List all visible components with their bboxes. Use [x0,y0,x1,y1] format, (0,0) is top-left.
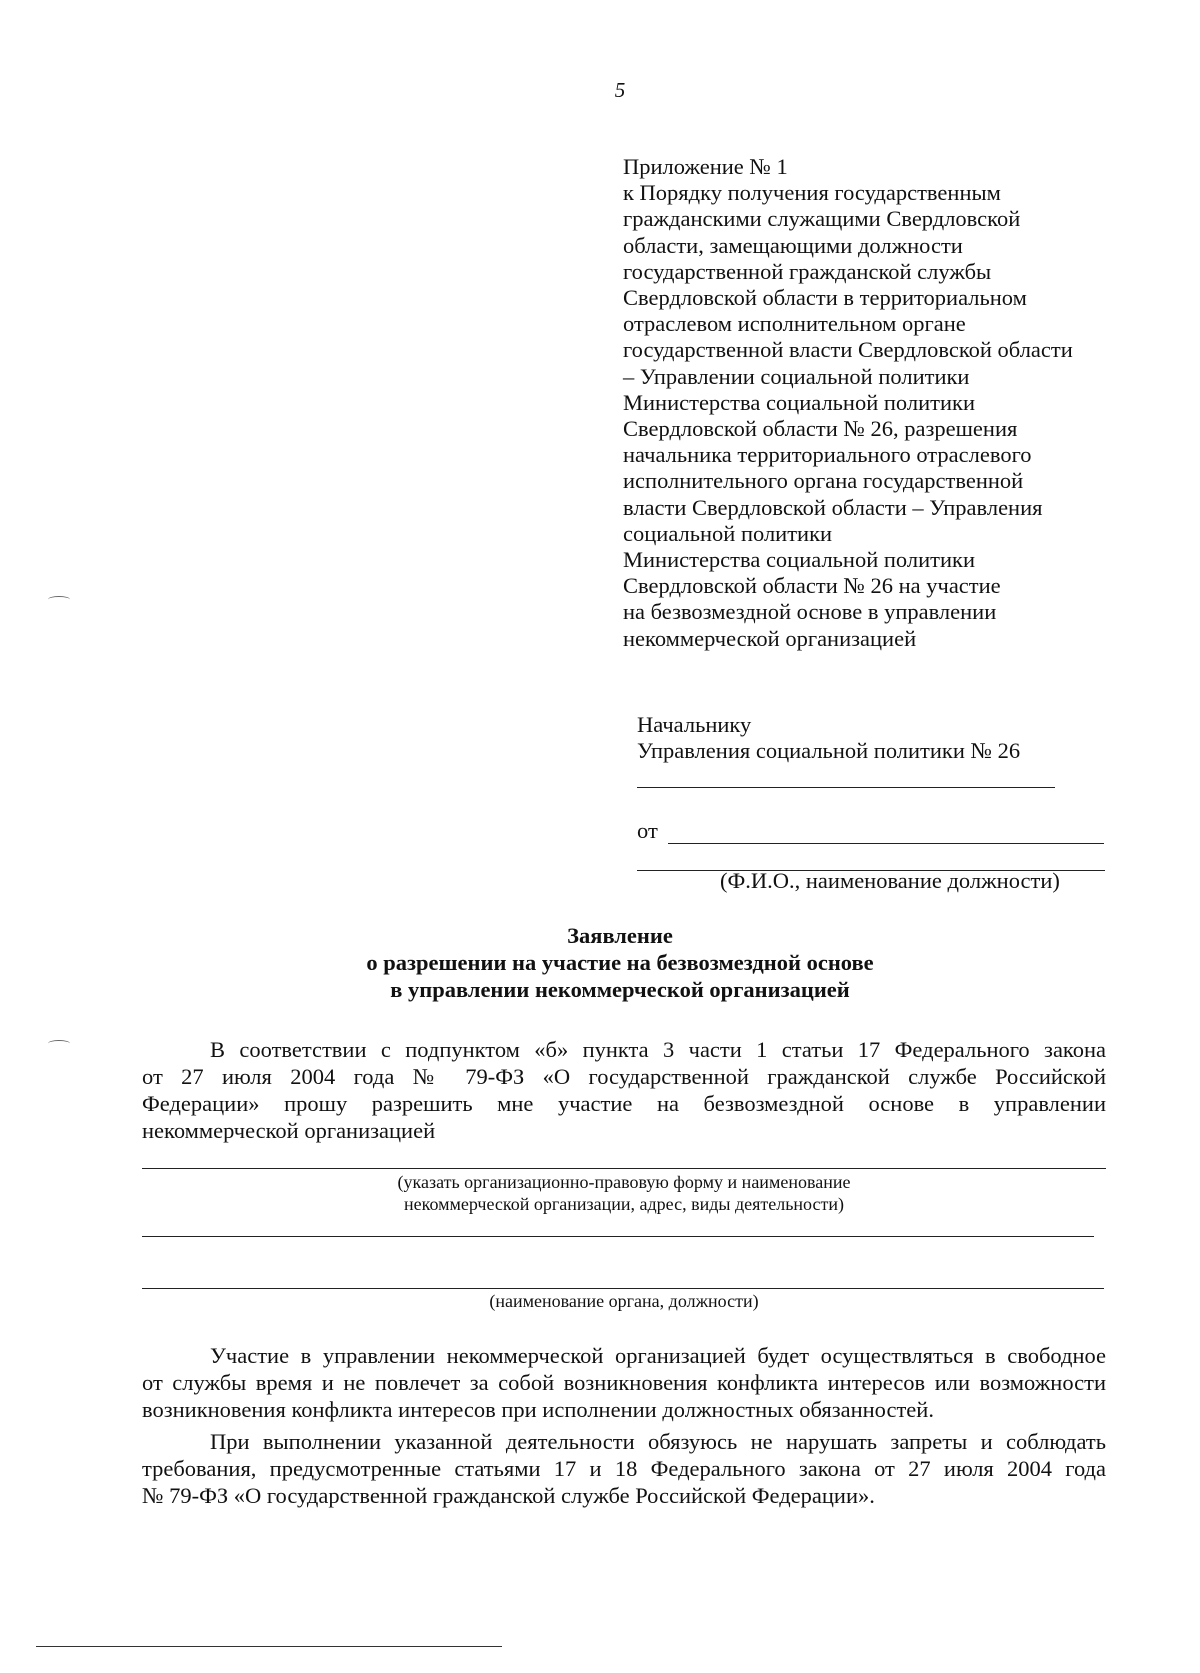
caption-line: (указать организационно-правовую форму и наименование [397,1172,851,1192]
appendix-line: к Порядку получения государственным [623,180,1001,206]
appendix-line: власти Свердловской области – Управления [623,494,1043,520]
appendix-line: Министерства социальной политики [623,389,976,415]
footnote-separator [36,1646,502,1647]
appendix-line: некоммерческой организацией [623,625,917,651]
title-line: в управлении некоммерческой организацией [390,977,850,1002]
organ-position-blank-line[interactable] [142,1288,1104,1289]
paragraph-line: № 79-ФЗ «О государственной гражданской службе Российской Федерации». [142,1483,875,1508]
appendix-line: области, замещающими должности [623,232,963,258]
appendix-line: государственной гражданской службы [623,258,992,284]
organ-caption: (наименование органа, должности) [489,1291,759,1311]
body-paragraph-obligation [142,1428,1106,1509]
appendix-line: Министерства социальной политики [623,547,976,573]
paragraph-line: некоммерческой организацией [142,1118,436,1143]
applicant-name-blank-line[interactable] [668,843,1104,844]
body-paragraph-request [142,1036,1106,1144]
paragraph-line: В соответствии с подпунктом «б» пункта 3 части 1 статьи 17 Федерального закона [210,1037,1106,1062]
appendix-header-block [623,154,1143,652]
paragraph-line: возникновения конфликта интересов при исполнении должностных обязанностей. [142,1397,934,1422]
page-number: 5 [614,78,626,102]
organization-caption [142,1171,1106,1215]
addressee-department: Управления социальной политики № 26 [637,738,1021,763]
title-line: о разрешении на участие на безвозмездной основе [366,950,874,975]
appendix-line: Свердловской области № 26, разрешения [623,416,1018,442]
paragraph-line: Участие в управлении некоммерческой организацией будет осуществляться в свободное [210,1343,1106,1368]
appendix-line: государственной власти Свердловской области [623,337,1073,363]
appendix-line: гражданскими служащими Свердловской [623,206,1021,232]
scan-artifact-mark [48,1040,70,1047]
paragraph-line: от 27 июля 2004 года № 79-ФЗ «О государственной гражданской службе Российской [142,1064,1106,1089]
paragraph-line: от службы время и не повлечет за собой возникновения конфликта интересов или возможности [142,1370,1106,1395]
appendix-line: начальника территориального отраслевого [623,442,1032,468]
appendix-line: Приложение № 1 [623,154,788,179]
body-paragraph-conflict [142,1342,1106,1423]
organization-details-blank-line[interactable] [142,1236,1094,1237]
addressee-name-blank-line[interactable] [637,787,1055,788]
addressee-block [637,712,1117,764]
addressee-title: Начальнику [637,712,752,737]
paragraph-line: Федерации» прошу разрешить мне участие на безвозмездной основе в управлении [142,1091,1106,1116]
fio-caption: (Ф.И.О., наименование должности) [720,868,1060,893]
appendix-line: на безвозмездной основе в управлении [623,599,997,625]
paragraph-line: требования, предусмотренные статьями 17 и 18 Федерального закона от 27 июля 2004 года [142,1456,1106,1481]
appendix-line: исполнительного органа государственной [623,468,1024,494]
appendix-line: Свердловской области № 26 на участие [623,573,1001,599]
paragraph-line: При выполнении указанной деятельности обязуюсь не нарушать запреты и соблюдать [210,1429,1106,1454]
caption-line: некоммерческой организации, адрес, виды деятельности) [403,1194,844,1214]
document-title [330,922,910,1003]
appendix-line: Свердловской области в территориальном [623,285,1027,311]
appendix-line: социальной политики [623,520,833,546]
title-line: Заявление [567,923,673,948]
appendix-line: отраслевом исполнительном органе [623,311,966,337]
from-label: от [637,818,658,843]
scan-artifact-mark [48,596,70,603]
organization-blank-line[interactable] [142,1168,1106,1169]
appendix-line: – Управлении социальной политики [623,363,970,389]
